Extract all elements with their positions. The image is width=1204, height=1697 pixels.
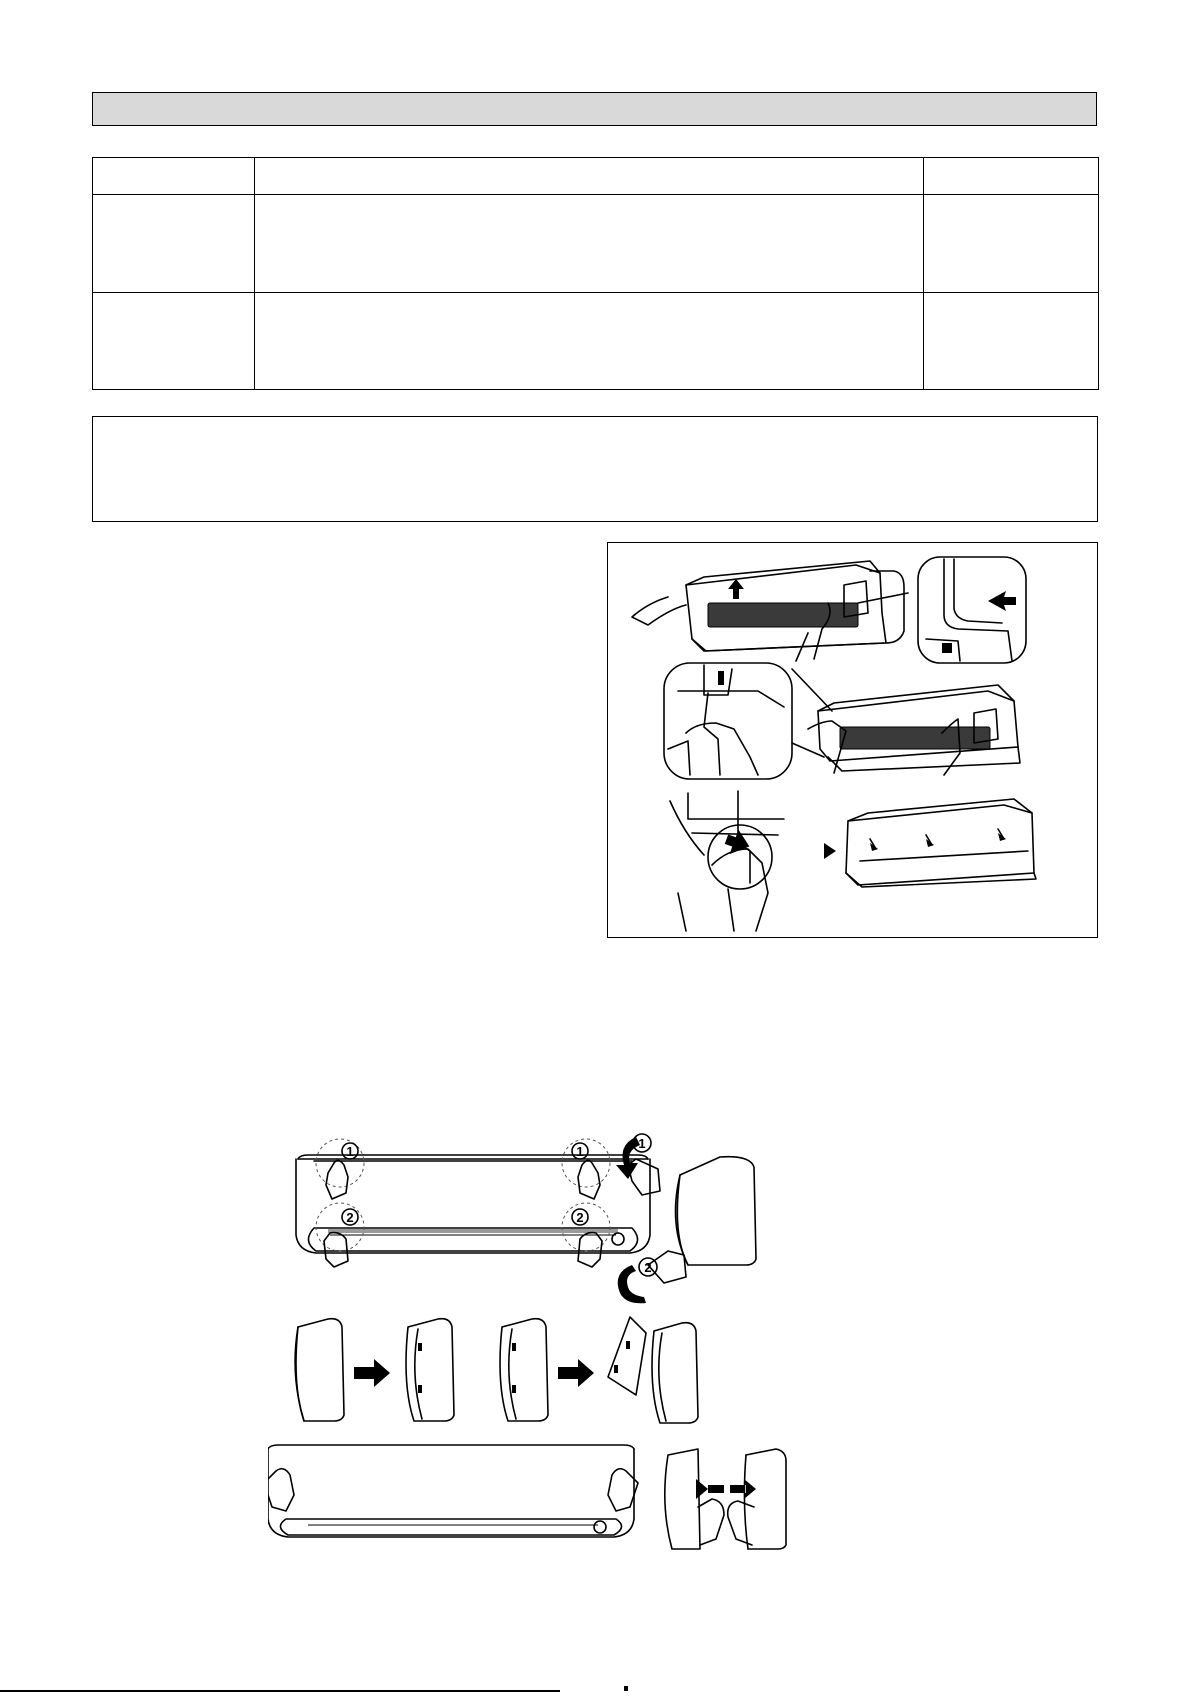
svg-text:1: 1 [638,1136,646,1151]
unit-front-hand-positions [296,1139,650,1267]
side-pull-left [665,1449,724,1549]
side-pull-right [728,1449,786,1549]
svg-text:2: 2 [346,1210,354,1225]
badge-1-left [342,1143,358,1159]
front-panel-figure [268,1115,868,1685]
table-row [93,195,1099,293]
arrow-right-icon-1 [354,1359,390,1387]
svg-text:2: 2 [644,1260,652,1275]
side-profile-rotate [616,1134,756,1303]
spec-table [92,157,1099,390]
arrow-right-icon-2 [558,1359,594,1387]
arrow-next-icon [824,843,836,859]
badge-2-right [572,1209,588,1225]
unit-panel-lift [632,561,908,661]
badge-1-right [572,1143,588,1159]
svg-text:2: 2 [576,1210,584,1225]
detail-circle-2 [664,663,792,779]
side-step-a [295,1319,344,1421]
svg-text:1: 1 [576,1144,584,1159]
unit-front-held [268,1445,638,1537]
footer-rule [0,1690,560,1692]
note-box [92,416,1098,522]
panel-removal-figure [607,542,1098,938]
footer-mark [624,1686,628,1691]
side-step-c [500,1319,548,1421]
badge-2-left [342,1209,358,1225]
section-header-bar [92,92,1097,126]
side-step-b [406,1319,454,1421]
detail-circle-1 [918,557,1026,663]
unit-panel-hold [792,669,1020,775]
side-step-d [608,1317,698,1423]
rotate-badge-2 [639,1258,657,1276]
table-row [93,293,1099,390]
detail-reattach [670,791,784,931]
unit-closed [846,799,1036,887]
table-row [93,158,1099,195]
svg-text:1: 1 [346,1144,354,1159]
panel-removal-illustration [608,543,1096,936]
